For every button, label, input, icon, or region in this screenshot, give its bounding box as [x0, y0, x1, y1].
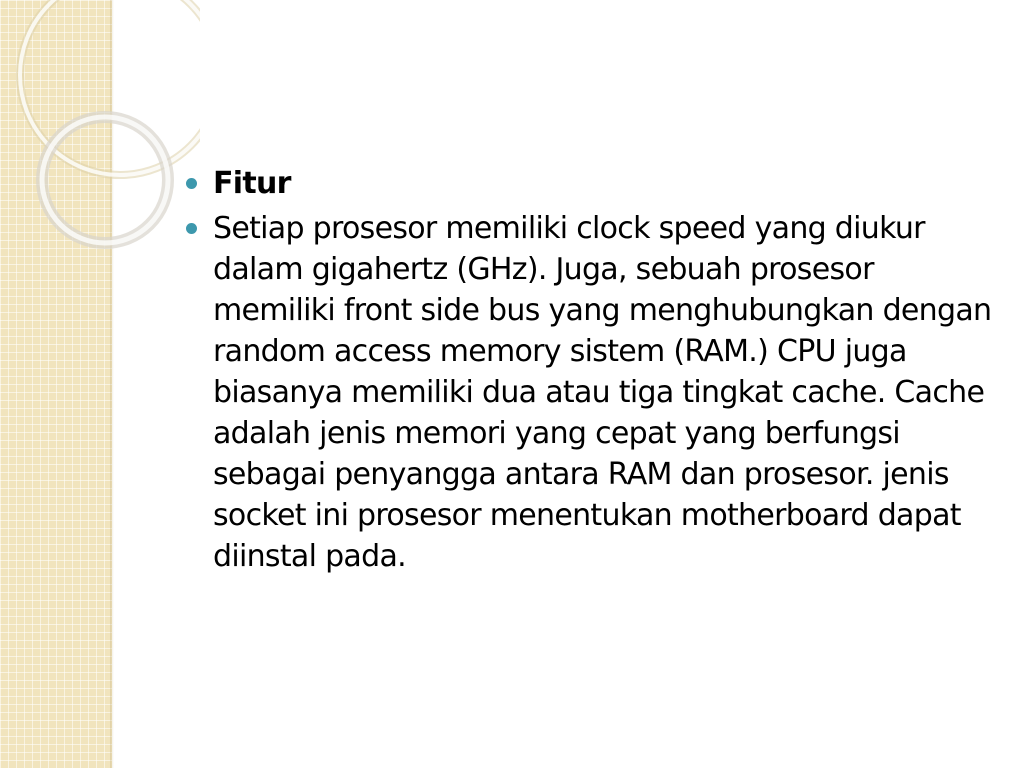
bullet-dot-icon	[186, 223, 197, 234]
decorative-rings	[0, 0, 200, 260]
slide-content	[180, 163, 1000, 581]
bullet-item-body	[180, 208, 1000, 577]
bullet-item-heading	[180, 163, 1000, 204]
decorative-ring-small	[42, 117, 168, 243]
bullet-heading-text: Fitur	[213, 166, 291, 201]
bullet-dot-icon	[186, 178, 197, 189]
bullet-body-text: Setiap prosesor memiliki clock speed yang diukur dalam gigahertz (GHz). Juga, sebuah prosesor memiliki front side bus yang menghubungkan dengan random access memory sistem (RAM.) CPU juga biasanya memiliki dua atau tiga tingkat cache. Cache adalah jenis memori yang cepat yang berfungsi sebagai penyangga antara RAM dan prosesor. jenis socket ini prosesor menentukan motherboard dapat diinstal pada.	[213, 211, 992, 574]
bullet-list	[180, 163, 1000, 577]
